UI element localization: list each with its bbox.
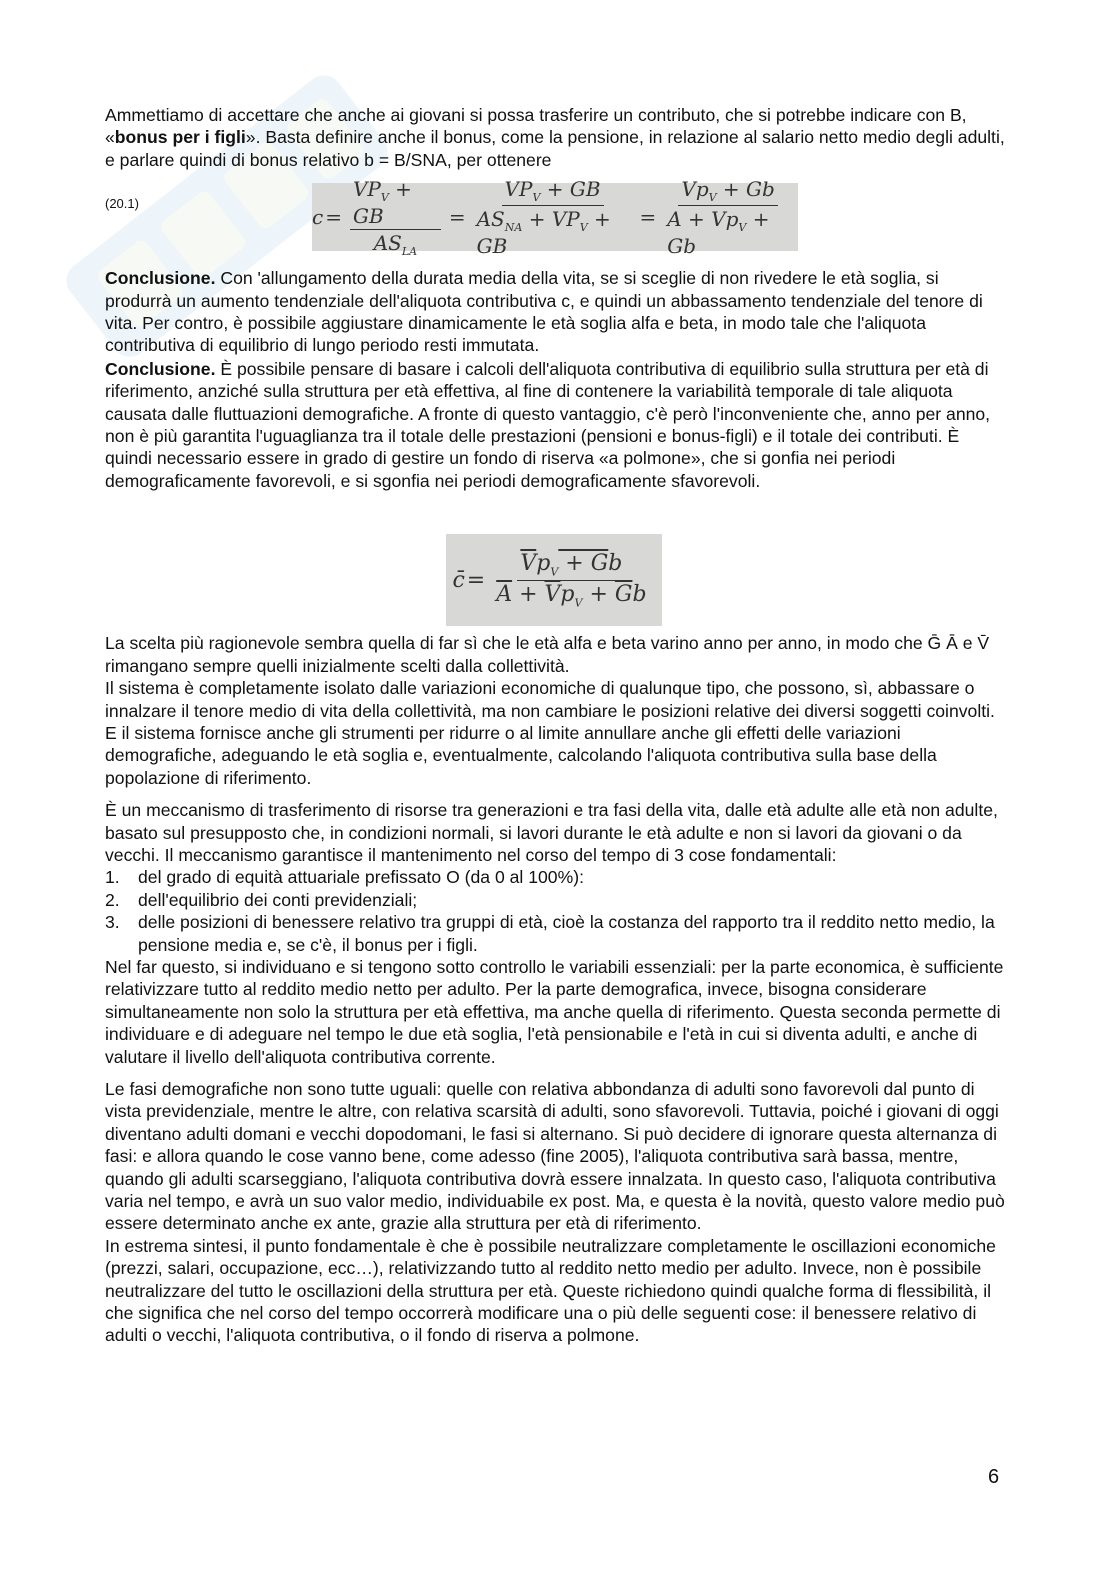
list-text: del grado di equità attuariale prefissato O (da 0 al 100%): <box>138 867 584 888</box>
formula-lhs: c <box>312 205 324 229</box>
formula-number: (20.1) <box>105 196 139 211</box>
intro-text-b: ». Basta definire anche il bonus, come la pensione, in relazione al salario netto medio degli adulti, e parlare quindi di bonus relativo b = B/SNA, per ottenere <box>105 127 1005 170</box>
conclusion-text: Con 'allungamento della durata media della vita, se si sceglie di non rivedere le età soglia, si produrrà un aumento tendenziale dell'aliquota contributiva c, e quindi un abbassamento tendenziale del tenore di vita. Per contro, è possibile aggiustare dinamicamente le età soglia alfa e beta, in modo tale che l'aliquota contributiva di equilibrio di lungo periodo resti immutata. <box>105 268 983 356</box>
scelta-paragraph: La scelta più ragionevole sembra quella di far sì che le età alfa e beta varino anno per anno, in modo che Ḡ Ā e V̄ rimangano sempre quelli inizialmente scelti dalla collettività. <box>105 633 990 676</box>
sintesi-paragraph: In estrema sintesi, il punto fondamentale è che è possibile neutralizzare completamente le oscillazioni economiche (prezzi, salari, occupazione, ecc…), relativizzando tutto al reddito netto medio per adulto. Invece, non è possibile neutralizzare del tutto le oscillazioni della struttura per età. Queste richiedono quindi qualche forma di flessibilità, il che significa che nel corso del tempo occorrerà modificare una o più delle seguenti cose: il benessere relativo di adulti o vecchi, l'aliquota contributiva, o il fondo di riserva a polmone. <box>105 1235 996 1346</box>
conclusion-paragraph-2 <box>105 358 1005 492</box>
f2-den-b: + VP <box>522 206 580 231</box>
den-g: $\overline{G}$ <box>614 581 633 607</box>
list-number: 3. <box>105 912 120 933</box>
list-item <box>105 911 1005 956</box>
equals-sign: = <box>325 205 342 229</box>
list-text: dell'equilibrio dei conti previdenziali; <box>138 889 418 910</box>
f3-num-rest: + Gb <box>716 176 775 201</box>
list-item <box>105 889 1005 911</box>
f3-num: Vp <box>681 176 709 201</box>
conclusion-label: Conclusione. <box>105 358 216 379</box>
fundamentals-list <box>105 866 1005 956</box>
f1-num: VP <box>352 176 381 201</box>
equals-sign: = <box>466 567 486 593</box>
list-item <box>105 866 1005 888</box>
formula2-spacer <box>105 492 1005 632</box>
intro-paragraph <box>105 104 1005 171</box>
den-plus1: + <box>512 581 545 607</box>
fasi-paragraph: Le fasi demografiche non sono tutte uguali: quelle con relativa abbondanza di adulti sono favorevoli dal punto di vista previdenziale, mentre le altre, con relativa scarsità di adulti, sono sfavorevoli. Tuttavia, poiché i giovani di oggi diventano adulti domani e vecchi dopodomani, le fasi si alternano. Si può decidere di ignorare questa alternanza di fasi: e allora quando le cose vanno bene, come adesso (fine 2005), l'aliquota contributiva sarà bassa, mentre, quando gli adulti scarseggiano, l'aliquota contributiva dovrà essere innalzata. In questo caso, l'aliquota contributiva varia nel tempo, e avrà un suo valor medio, individuabile ex post. Ma, e questa è la novità, questo valore medio può essere determinato anche ex ante, grazie alla struttura per età di riferimento. <box>105 1079 1005 1234</box>
intro-text-a: Ammettiamo di accettare che anche ai giovani si possa trasferire un contributo, che si potrebbe indicare con B, « <box>105 105 967 148</box>
conclusion-text: È possibile pensare di basare i calcoli dell'aliquota contributiva di equilibrio sulla struttura per età di riferimento, anziché sulla struttura per età effettiva, al fine di contenere la variabilità temporale di tale aliquota causata dalle fluttuazioni demografiche. A fronte di questo vantaggio, c'è però l'inconveniente che, anno per anno, non è più garantita l'uguaglianza tra il totale delle prestazioni (pensioni e bonus-figli) e il totale dei contributi. È quindi necessario essere in grado di gestire un fondo di riserva «a polmone», che si gonfia nei periodi demograficamente favorevoli, e si sgonfia nei periodi demograficamente sfavorevoli. <box>105 358 991 491</box>
list-number: 2. <box>105 889 120 910</box>
document-body <box>105 104 1005 1347</box>
equals-sign: = <box>639 205 657 229</box>
num-v-rest: p <box>536 551 551 577</box>
page-number: 6 <box>988 1466 1000 1488</box>
f2-den-c: + GB <box>476 206 611 258</box>
num-g: + G <box>558 551 609 577</box>
den-v: $\overline{V}$ <box>544 581 561 607</box>
formula-spacer <box>105 171 1005 267</box>
intro-bold: bonus per i figli <box>114 127 246 148</box>
f2-den-a: AS <box>476 206 505 231</box>
conclusion-paragraph-1 <box>105 267 1005 357</box>
den-plus2: + <box>582 581 615 607</box>
sistema-paragraph: Il sistema è completamente isolato dalle variazioni economiche di qualunque tipo, che possono, sì, abbassare o innalzare il tenore medio di vita della collettività, ma non cambiare le posizioni relative dei diversi soggetti coinvolti. E il sistema fornisce anche gli strumenti per ridurre o al limite annullare anche gli effetti delle variazioni demografiche, adeguando le età soglia e, eventualmente, calcolando l'aliquota contributiva sulla base della popolazione di riferimento. <box>105 678 995 788</box>
den-g-rest: b <box>632 581 647 607</box>
f1-den-sub: LA <box>401 244 418 258</box>
f3-den-rest: + Gb <box>667 206 770 258</box>
num-g-rest: b <box>608 551 623 577</box>
equals-sign: = <box>448 205 466 229</box>
f1-num-rest: + GB <box>352 176 412 228</box>
nelfar-paragraph: Nel far questo, si individuano e si tengono sotto controllo le variabili essenziali: per la parte economica, è sufficiente relativizzare tutto al reddito medio netto per adulto. Per la parte demografica, invece, bisogna considerare simultaneamente non solo la struttura per età effettiva, ma anche quella di riferimento. Questa seconda permette di individuare e di adeguare nel tempo le due età soglia, l'età pensionabile e l'età in cui si diventa adulti, e anche di valutare il livello dell'aliquota contributiva corrente. <box>105 956 1004 1067</box>
f2-num: VP <box>504 176 533 201</box>
den-sub: V <box>574 595 583 609</box>
f2-num-sub: V <box>532 190 541 204</box>
list-text: delle posizioni di benessere relativo tra gruppi di età, cioè la costanza del rapporto tra il reddito netto medio, la pensione media e, se c'è, il bonus per i figli. <box>138 912 995 955</box>
list-number: 1. <box>105 867 120 888</box>
num-v: $\overline{V}$ <box>520 551 537 577</box>
f2-num-rest: + GB <box>540 176 601 201</box>
formula2-lhs: c̄ <box>452 567 465 593</box>
num-sub: V <box>550 565 559 579</box>
conclusion-label: Conclusione. <box>105 268 216 289</box>
den-a: $\overline{A}$ <box>496 581 513 607</box>
den-v-rest: p <box>560 581 575 607</box>
f1-num-sub: V <box>380 190 389 204</box>
f2-den-a-sub: NA <box>504 220 523 234</box>
f3-den-sub: V <box>738 220 747 234</box>
f3-num-sub: V <box>708 190 717 204</box>
f2-den-b-sub: V <box>579 220 588 234</box>
meccanismo-paragraph: È un meccanismo di trasferimento di risorse tra generazioni e tra fasi della vita, dalle età adulte alle età non adulte, basato sul presupposto che, in condizioni normali, si lavori durante le età adulte e non si lavori da giovani o da vecchi. Il meccanismo garantisce il mantenimento nel corso del tempo di 3 cose fondamentali: <box>105 800 998 865</box>
f3-den: A + Vp <box>667 206 739 231</box>
f1-den: AS <box>373 230 402 255</box>
